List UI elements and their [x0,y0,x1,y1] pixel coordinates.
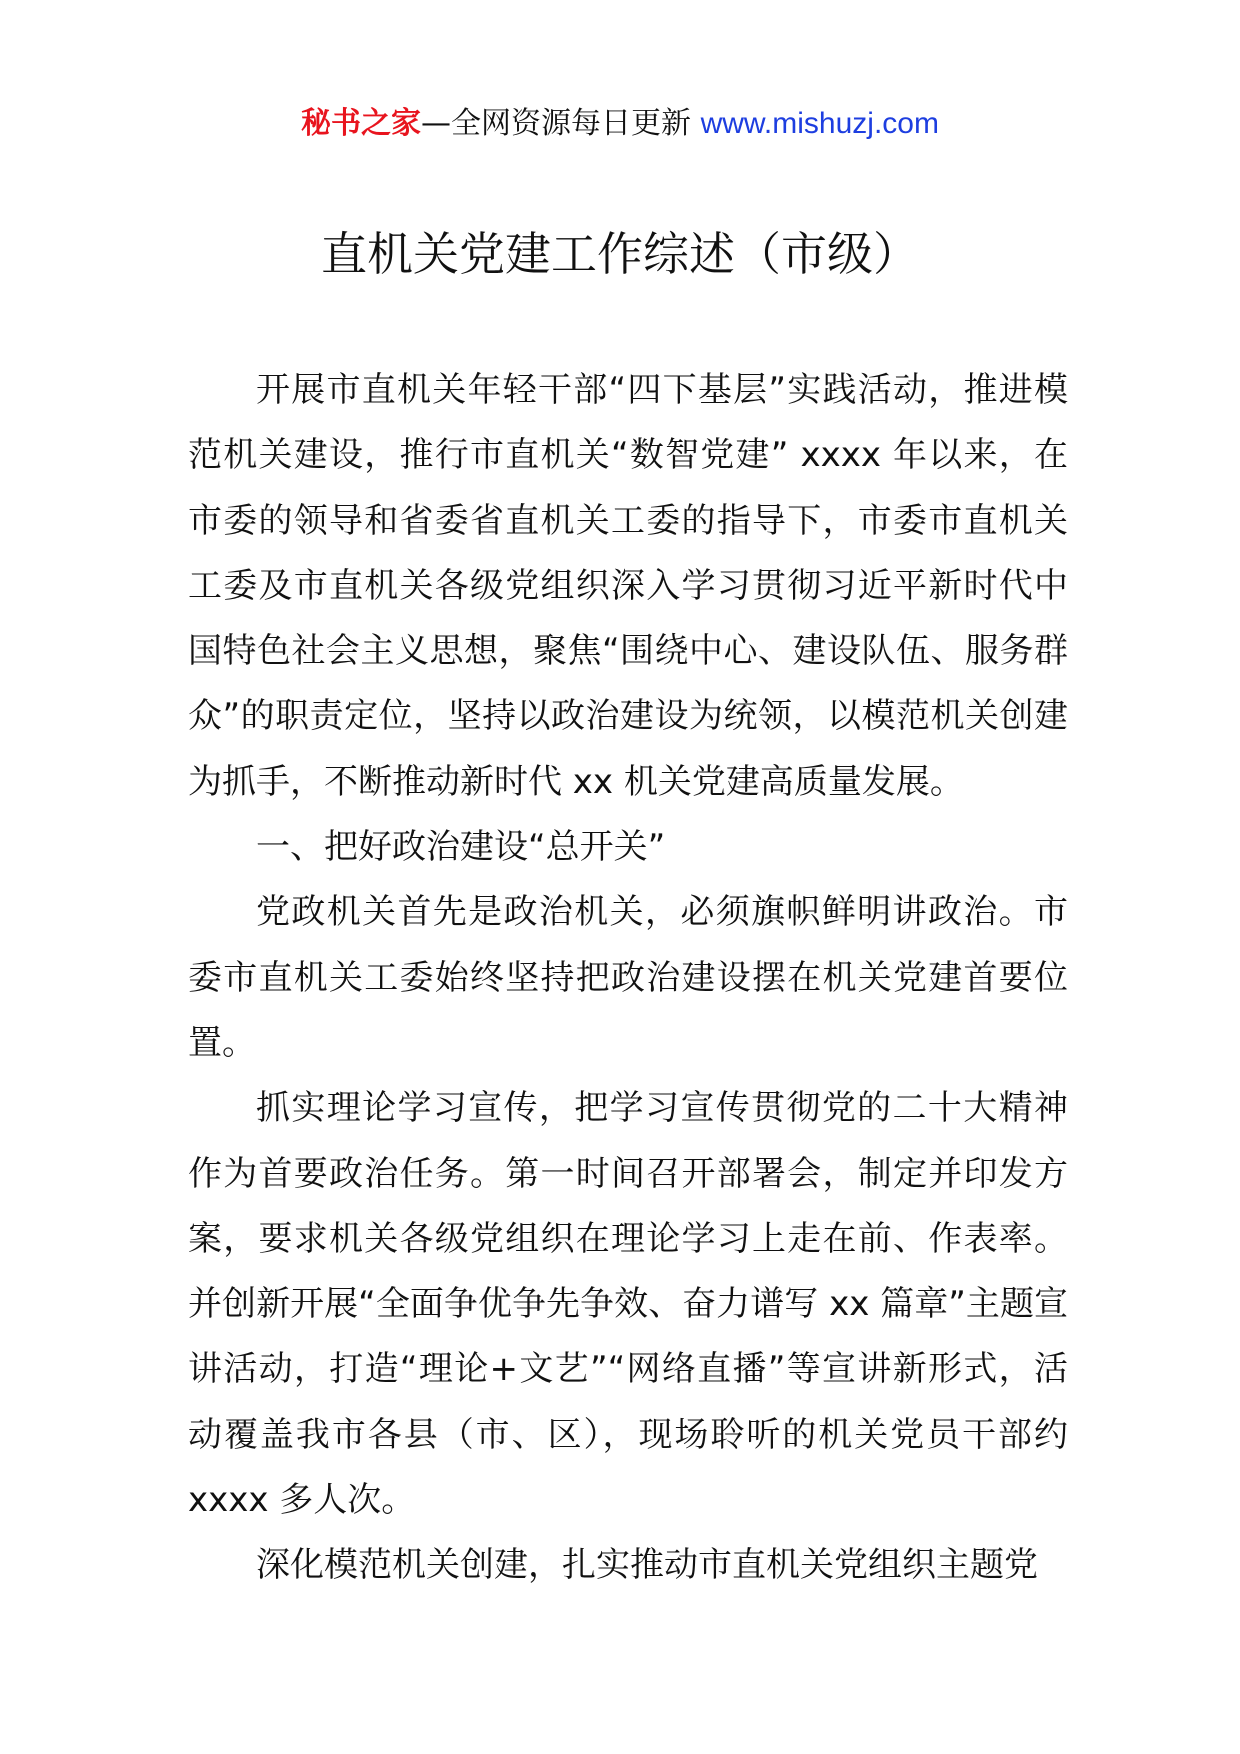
body-paragraph: 深化模范机关创建，扎实推动市直机关党组织主题党 [256,1545,1038,1586]
document-body [188,358,1068,1599]
site-header [0,100,1240,148]
intro-paragraph: 开展市直机关年轻干部“四下基层”实践活动，推进模范机关建设，推行市直机关“数智党建” xxxx 年以来，在市委的领导和省委省直机关工委的指导下，市委市直机关工委及市直机关各级党组织深入学习贯彻习近平新时代中国特色社会主义思想，聚焦“围绕中心、建设队伍、服务群众”的职责定位，坚持以政治建设为统领，以模范机关创建为抓手，不断推动新时代 xx 机关党建高质量发展。 [188,370,1068,802]
site-url-link[interactable]: www.mishuzj.com [700,107,939,140]
body-paragraph: 党政机关首先是政治机关，必须旗帜鲜明讲政治。市委市直机关工委始终坚持把政治建设摆在机关党建首要位置。 [188,892,1068,1063]
site-tagline: —全网资源每日更新 [421,106,701,141]
section-heading: 一、把好政治建设“总开关” [256,827,666,868]
site-brand: 秘书之家 [301,106,422,141]
document-title: 直机关党建工作综述（市级） [321,227,919,281]
body-paragraph: 抓实理论学习宣传，把学习宣传贯彻党的二十大精神作为首要政治任务。第一时间召开部署会，制定并印发方案，要求机关各级党组织在理论学习上走在前、作表率。并创新开展“全面争优争先争效、奋力谱写 xx 篇章”主题宣讲活动，打造“理论+文艺”“网络直播”等宣讲新形式，活动覆盖我市各县（市、区），现场聆听的机关党员干部约 xxxx 多人次。 [188,1088,1068,1521]
